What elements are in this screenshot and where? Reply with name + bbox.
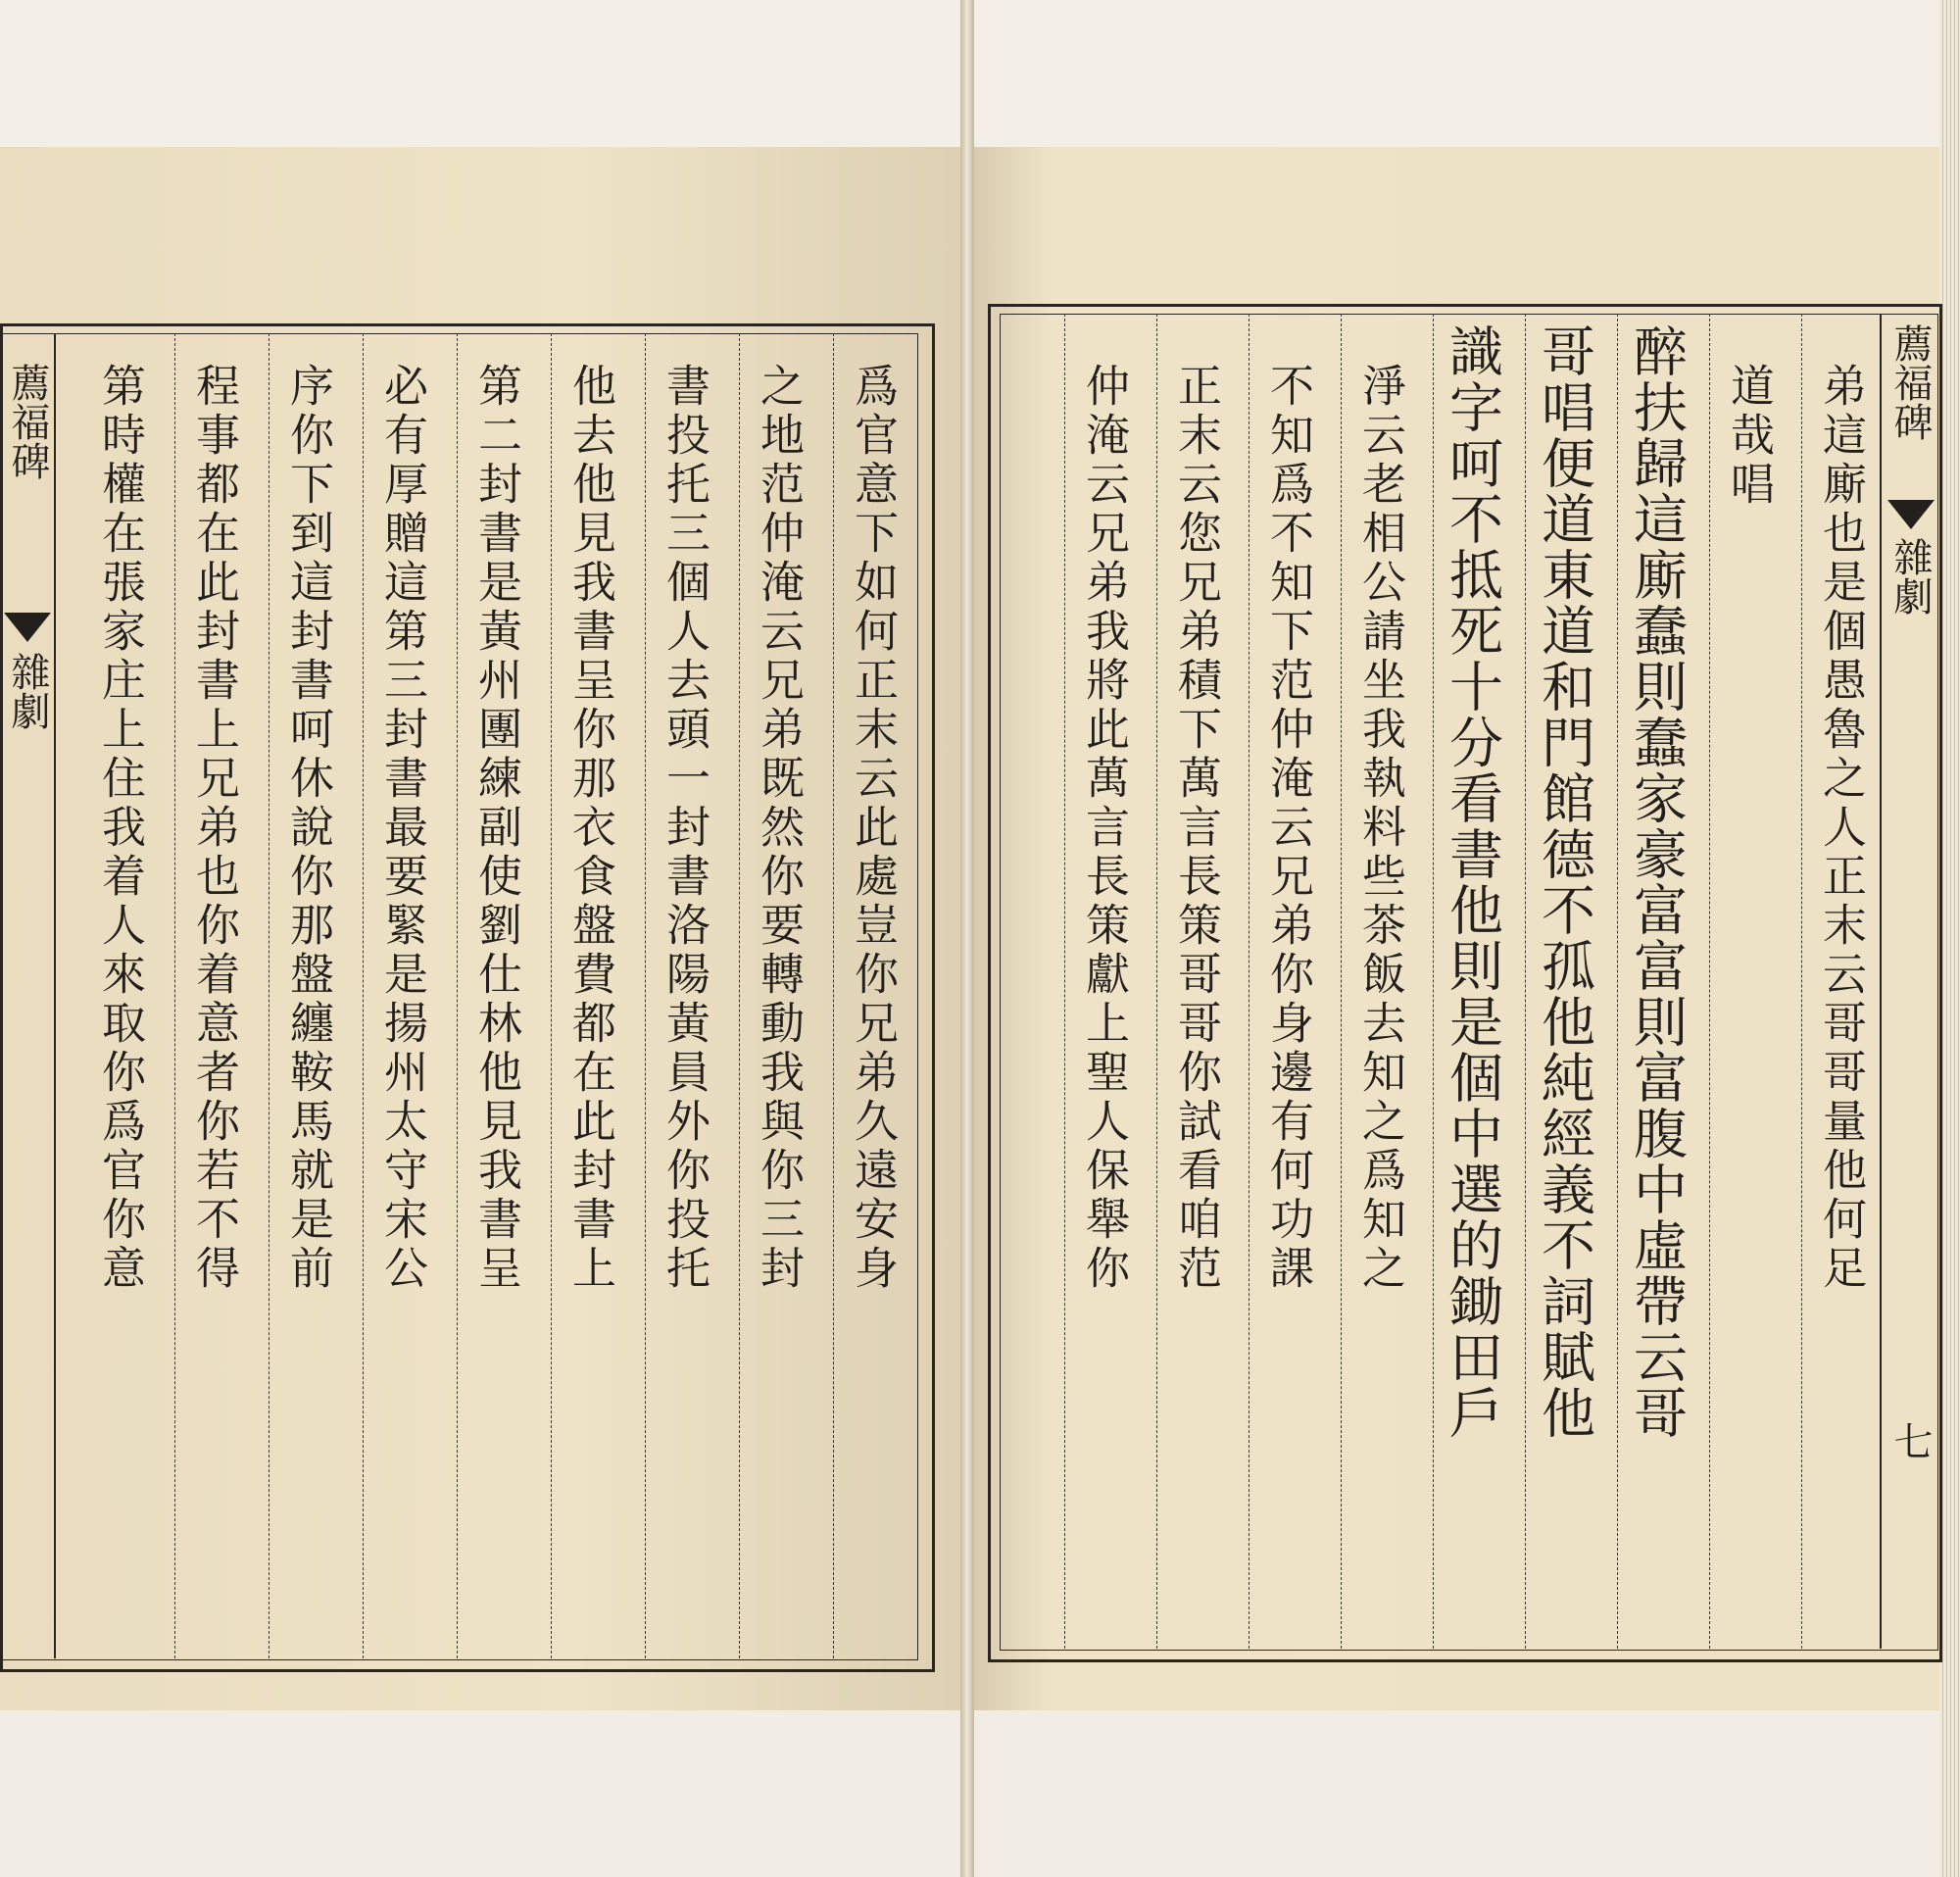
left-column-6: 必有厚贈這第三封書最要緊是揚州太守宋公 [376, 363, 428, 1294]
left-fish-tail-mark [4, 613, 51, 642]
right-column-3: 醉扶歸這廝蠢則蠢家豪富富則富腹中虛帶云哥 [1625, 323, 1688, 1441]
right-column-2: 道哉唱 [1723, 363, 1775, 510]
right-column-9: 仲淹云兄弟我將此萬言長策獻上聖人保舉你 [1078, 363, 1130, 1294]
left-edge-label: 雜劇 [5, 652, 50, 730]
right-fish-tail-mark [1887, 500, 1935, 529]
left-column-1: 爲官意下如何正末云此處豈你兄弟久遠安身 [847, 363, 899, 1294]
right-edge-title: 薦福碑 [1887, 323, 1933, 441]
page-edges [1939, 0, 1960, 1877]
right-column-6: 淨云老相公請坐我執料些茶飯去知之爲知之 [1354, 363, 1406, 1294]
right-column-8: 正末云您兄弟積下萬言長策哥哥你試看咱范 [1170, 363, 1222, 1294]
page-number: 七 [1887, 1421, 1933, 1460]
left-column-9: 第時權在張家庄上住我着人來取你爲官你意 [94, 363, 146, 1294]
left-column-7: 序你下到這封書呵休說你那盤纏鞍馬就是前 [282, 363, 334, 1294]
right-edge-label: 雜劇 [1887, 537, 1933, 616]
left-edge-title: 薦福碑 [5, 363, 50, 480]
left-column-8: 程事都在此封書上兄弟也你着意者你若不得 [188, 363, 240, 1294]
right-column-5: 識字呵不抵死十分看書他則是個中選的鋤田戶 [1441, 323, 1503, 1441]
left-column-2: 之地范仲淹云兄弟既然你要轉動我與你三封 [753, 363, 805, 1294]
left-column-3: 書投托三個人去頭一封書洛陽黃員外你投托 [659, 363, 710, 1294]
left-column-4: 他去他見我書呈你那衣食盤費都在此封書上 [564, 363, 616, 1294]
right-column-4: 哥唱便道東道和門館德不孤他純經義不詞賦他 [1533, 323, 1595, 1441]
book-gutter [960, 0, 974, 1877]
right-column-1: 弟這廝也是個愚魯之人正末云哥哥量他何足 [1815, 363, 1867, 1294]
left-column-5: 第二封書是黃州團練副使劉仕林他見我書呈 [470, 363, 522, 1294]
right-column-7: 不知爲不知下范仲淹云兄弟你身邊有何功課 [1262, 363, 1314, 1294]
